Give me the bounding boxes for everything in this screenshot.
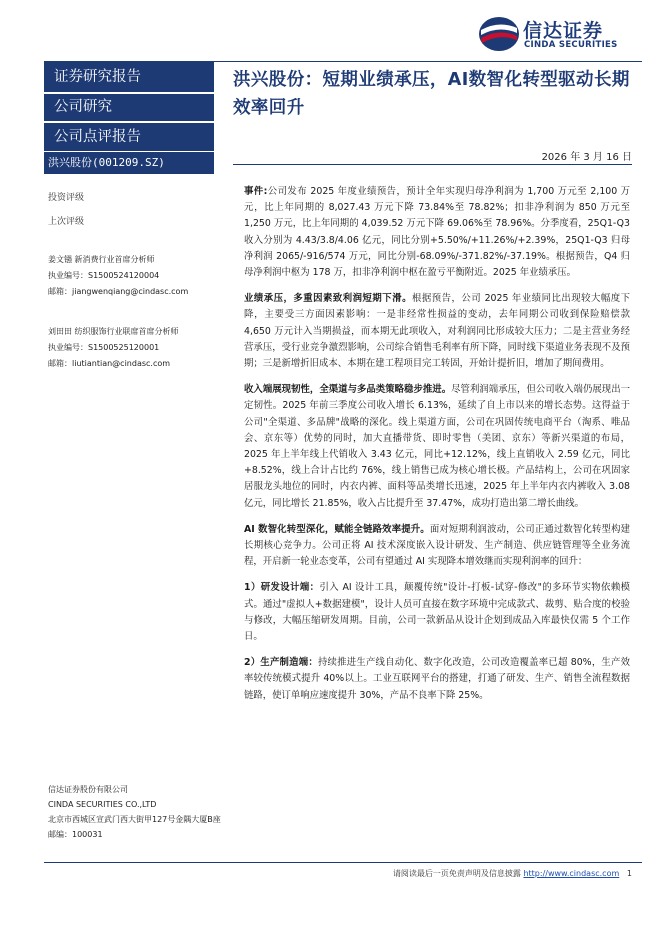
paragraph-manufacturing	[244, 655, 630, 704]
firm-address: 北京市西城区宣武门西大街甲127号金隅大厦B座	[48, 815, 221, 824]
website-link[interactable]: http://www.cindasc.com	[523, 869, 620, 878]
report-body	[244, 184, 630, 714]
company-logo	[477, 14, 642, 54]
analyst-license: 执业编号：S1500524120004	[48, 271, 160, 280]
cinda-logo-icon	[477, 14, 521, 54]
paragraph-ai-transformation	[244, 522, 630, 571]
sidebar-band-report-type: 证券研究报告	[44, 62, 214, 92]
analyst-license: 执业编号：S1500525120001	[48, 343, 160, 352]
title-rule	[233, 164, 632, 165]
sidebar	[44, 62, 221, 862]
paragraph-text: 持续推进生产线自动化、数字化改造，公司改造覆盖率已超 80%，生产效率较传统模式提升 40%以上。工业互联网平台的搭建，打通了研发、生产、销售全流程数据链路，使订单响应速度提升 30%，产品不良率下降 25%。	[244, 657, 630, 701]
paragraph-text: 引入 AI 设计工具，颠覆传统"设计-打板-试穿-修改"的多环节实物依赖模式。通过"虚拟人+数据建模"，设计人员可直接在数字环境中完成款式、裁剪、贴合度的校验与修改，大幅压缩研发周期。目前，公司一款新品从设计企划到成品入库最快仅需 5 个工作日。	[244, 582, 630, 643]
paragraph-lead: 业绩承压，多重因素致利润短期下滑。	[244, 293, 412, 305]
page-number: 1	[626, 869, 632, 878]
firm-name-cn: 信达证券股份有限公司	[48, 785, 128, 794]
paragraph-event	[244, 184, 630, 281]
paragraph-lead: 收入端展现韧性，全渠道与多品类策略稳步推进。	[244, 384, 452, 396]
report-date: 2026 年 3 月 16 日	[541, 152, 632, 163]
analyst-email[interactable]: 邮箱：liutiantian@cindasc.com	[48, 359, 171, 368]
paragraph-rd-design	[244, 580, 630, 645]
paragraph-lead: 事件:	[244, 186, 268, 197]
footer-rule	[44, 862, 642, 863]
paragraph-profit-pressure	[244, 291, 630, 372]
previous-rating-label: 上次评级	[48, 217, 85, 227]
paragraph-lead: 1）研发设计端：	[244, 582, 320, 594]
paragraph-text: 公司发布 2025 年度业绩预告，预计全年实现归母净利润为 1,700 万元至 2,100 万元，比上年同期的 8,027.43 万元下降 73.84%至 78.82%；扣非净利润为 850 万元至 1,250 万元，比上年同期的 4,039.52 万元下降 69.06%至 78.96%。分季度看，25Q1-Q3 收入分别为 4.43/3.8/4.06 亿元，同比分别+5.50%/+11.26%/+2.39%，25Q1-Q3 归母净利润 2065/-916/574 万元，同比分别-68.09%/-371.82%/-37.19%。根据预告，Q4 归母净利润中枢为 178 万，扣非净利润中枢在盈亏平衡附近。2025 年业绩承压。	[244, 186, 631, 279]
paragraph-revenue-resilience	[244, 382, 630, 512]
firm-info	[48, 782, 223, 842]
firm-name-en: CINDA SECURITIES CO.,LTD	[48, 800, 157, 809]
paragraph-text: 根据预告，公司 2025 年业绩同比出现较大幅度下降，主要受三方面因素影响：一是非经常性损益的变动，去年同期公司收到保险赔偿款 4,650 万元计入当期损益，而本期无此项收入，对利润同比形成较大压力；二是主营业务经营承压，受行业竞争激烈影响，公司综合销售毛利率有所下降，同时线下渠道业务表现不及预期；三是新增折旧成本、本期在建工程项目完工转固，开始计提折旧，增加了期间费用。	[244, 293, 630, 370]
paragraph-text: 尽管利润端承压，但公司收入端仍展现出一定韧性。2025 年前三季度公司收入增长 6.13%，延续了自上市以来的增长态势。这得益于公司"全渠道、多品牌"战略的深化。线上渠道方面，公司在巩固传统电商平台（淘系、唯品会、京东等）优势的同时，加大直播带货、即时零售（美团、京东）等新兴渠道的布局，2025 年上半年线上代销收入 3.43 亿元，同比+12.12%，线上直销收入 2.59 亿元，同比+8.52%，线上合计占比约 76%，线上销售已成为核心增长极。产品结构上，公司在巩固家居服龙头地位的同时，内衣内裤、面料等品类增长迅速，2025 年上半年内衣内裤收入 3.08 亿元，同比增长 21.85%，收入占比提升至 37.47%，成功打造出第二增长曲线。	[244, 384, 630, 509]
report-title: 洪兴股份：短期业绩承压，AI数智化转型驱动长期效率回升	[233, 70, 630, 118]
sidebar-stock-code: 洪兴股份(001209.SZ)	[44, 151, 214, 174]
paragraph-text: 面对短期利润波动，公司正通过数智化转型构建长期核心竞争力。公司正将 AI 技术深度嵌入设计研发、生产制造、供应链管理等全业务流程，开启新一轮业态变革，公司有望通过 AI 实现降本增效继而实现利润率的回升：	[244, 523, 630, 568]
rating-label: 投资评级	[48, 193, 85, 203]
analyst-block	[48, 324, 179, 372]
analyst-email[interactable]: 邮箱：jiangwenqiang@cindasc.com	[48, 287, 189, 296]
sidebar-band-subcategory: 公司点评报告	[44, 123, 214, 151]
firm-postcode: 邮编：100031	[48, 830, 103, 839]
sidebar-band-category: 公司研究	[44, 94, 214, 121]
analyst-name: 刘田田 纺织服饰行业联席首席分析师	[48, 327, 179, 336]
footer	[393, 868, 632, 879]
logo-brand-en: CINDA SECURITIES	[524, 40, 618, 50]
analyst-name: 姜文镪 新消费行业首席分析师	[48, 255, 155, 264]
paragraph-lead: AI 数智化转型深化，赋能全链路效率提升。	[244, 523, 430, 535]
analyst-block	[48, 252, 188, 300]
disclaimer-text: 请阅读最后一页免责声明及信息披露	[392, 869, 521, 878]
logo-brand-cn: 信达证券	[523, 20, 604, 42]
paragraph-lead: 2）生产制造端：	[244, 657, 318, 669]
